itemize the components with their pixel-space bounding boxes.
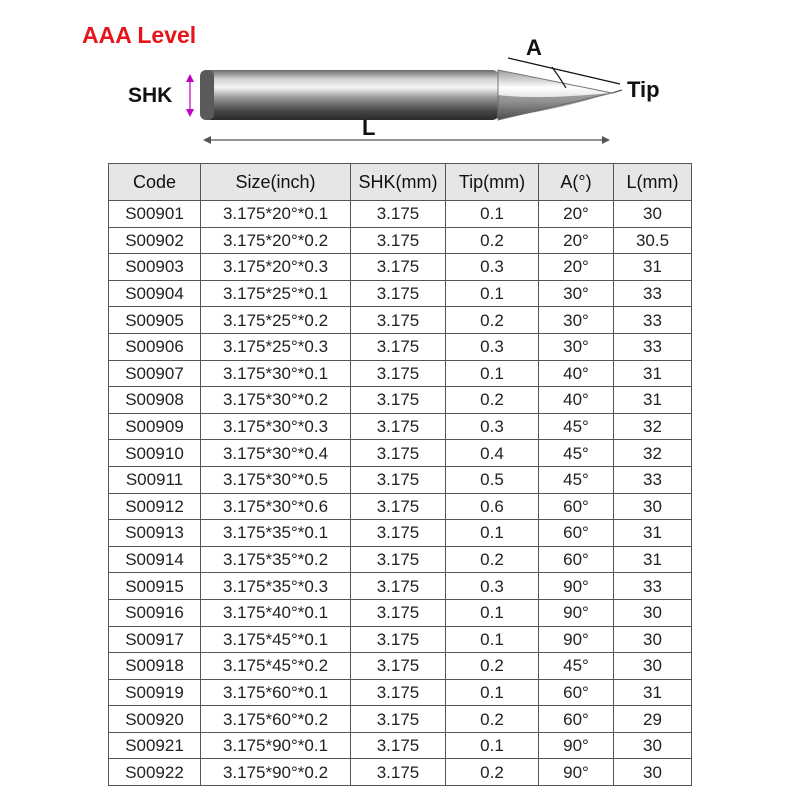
cell-length: 30.5	[614, 227, 692, 254]
cell-size: 3.175*30°*0.6	[201, 493, 351, 520]
cell-length: 30	[614, 732, 692, 759]
table-row	[109, 679, 692, 706]
table-row	[109, 573, 692, 600]
cell-length: 30	[614, 493, 692, 520]
cell-length: 31	[614, 546, 692, 573]
cell-angle: 20°	[539, 254, 614, 281]
cell-angle: 60°	[539, 520, 614, 547]
cell-angle: 30°	[539, 280, 614, 307]
cell-tip: 0.1	[446, 360, 539, 387]
cell-size: 3.175*35°*0.1	[201, 520, 351, 547]
cell-length: 30	[614, 653, 692, 680]
cell-length: 31	[614, 520, 692, 547]
cell-tip: 0.3	[446, 254, 539, 281]
table-row	[109, 520, 692, 547]
table-row	[109, 759, 692, 786]
table-row	[109, 440, 692, 467]
cell-angle: 90°	[539, 732, 614, 759]
column-header-code: Code	[109, 164, 201, 201]
cell-angle: 20°	[539, 227, 614, 254]
cell-shk: 3.175	[351, 573, 446, 600]
cell-shk: 3.175	[351, 333, 446, 360]
cell-size: 3.175*30°*0.4	[201, 440, 351, 467]
column-header-length: L(mm)	[614, 164, 692, 201]
cell-size: 3.175*30°*0.3	[201, 413, 351, 440]
cell-size: 3.175*45°*0.2	[201, 653, 351, 680]
cell-code: S00917	[109, 626, 201, 653]
cell-angle: 45°	[539, 653, 614, 680]
cell-size: 3.175*25°*0.2	[201, 307, 351, 334]
table-row	[109, 227, 692, 254]
table-row	[109, 387, 692, 414]
l-dimension-marker	[203, 136, 610, 144]
cell-angle: 45°	[539, 466, 614, 493]
bit-shank	[200, 70, 500, 120]
cell-angle: 90°	[539, 573, 614, 600]
cell-length: 31	[614, 360, 692, 387]
cell-code: S00919	[109, 679, 201, 706]
cell-code: S00903	[109, 254, 201, 281]
table-row	[109, 599, 692, 626]
cell-code: S00915	[109, 573, 201, 600]
cell-code: S00909	[109, 413, 201, 440]
cell-shk: 3.175	[351, 201, 446, 228]
cell-size: 3.175*30°*0.1	[201, 360, 351, 387]
cell-shk: 3.175	[351, 493, 446, 520]
cell-shk: 3.175	[351, 599, 446, 626]
cell-size: 3.175*25°*0.1	[201, 280, 351, 307]
cell-length: 31	[614, 387, 692, 414]
cell-shk: 3.175	[351, 360, 446, 387]
tip-label: Tip	[627, 77, 660, 102]
table-row	[109, 280, 692, 307]
cell-shk: 3.175	[351, 307, 446, 334]
cell-code: S00922	[109, 759, 201, 786]
cell-shk: 3.175	[351, 546, 446, 573]
angle-a-label: A	[526, 35, 542, 60]
cell-tip: 0.1	[446, 732, 539, 759]
cell-tip: 0.2	[446, 653, 539, 680]
cell-length: 32	[614, 440, 692, 467]
table-row	[109, 546, 692, 573]
cell-code: S00907	[109, 360, 201, 387]
cell-code: S00914	[109, 546, 201, 573]
cell-tip: 0.2	[446, 387, 539, 414]
cell-length: 30	[614, 626, 692, 653]
cell-tip: 0.4	[446, 440, 539, 467]
cell-length: 33	[614, 307, 692, 334]
cell-tip: 0.2	[446, 546, 539, 573]
cell-shk: 3.175	[351, 227, 446, 254]
cell-code: S00920	[109, 706, 201, 733]
column-header-angle: A(°)	[539, 164, 614, 201]
table-row	[109, 466, 692, 493]
cell-size: 3.175*25°*0.3	[201, 333, 351, 360]
cell-angle: 60°	[539, 706, 614, 733]
cell-angle: 30°	[539, 307, 614, 334]
cell-angle: 90°	[539, 599, 614, 626]
cell-angle: 30°	[539, 333, 614, 360]
cell-angle: 60°	[539, 679, 614, 706]
cell-size: 3.175*30°*0.2	[201, 387, 351, 414]
shank-label: SHK	[128, 84, 173, 107]
cell-size: 3.175*40°*0.1	[201, 599, 351, 626]
cell-length: 31	[614, 254, 692, 281]
cell-shk: 3.175	[351, 626, 446, 653]
cell-shk: 3.175	[351, 759, 446, 786]
shk-dimension-marker	[186, 74, 194, 117]
cell-length: 33	[614, 466, 692, 493]
cell-size: 3.175*45°*0.1	[201, 626, 351, 653]
cell-shk: 3.175	[351, 387, 446, 414]
cell-length: 33	[614, 280, 692, 307]
cell-length: 29	[614, 706, 692, 733]
cell-code: S00912	[109, 493, 201, 520]
cell-tip: 0.5	[446, 466, 539, 493]
table-row	[109, 706, 692, 733]
cell-tip: 0.2	[446, 307, 539, 334]
cell-shk: 3.175	[351, 440, 446, 467]
cell-shk: 3.175	[351, 254, 446, 281]
cell-size: 3.175*90°*0.1	[201, 732, 351, 759]
cell-code: S00916	[109, 599, 201, 626]
table-row	[109, 653, 692, 680]
cell-angle: 90°	[539, 626, 614, 653]
cell-tip: 0.2	[446, 706, 539, 733]
cell-size: 3.175*20°*0.3	[201, 254, 351, 281]
cell-length: 31	[614, 679, 692, 706]
cell-code: S00902	[109, 227, 201, 254]
table-row	[109, 307, 692, 334]
cell-size: 3.175*60°*0.1	[201, 679, 351, 706]
cell-length: 30	[614, 201, 692, 228]
cell-angle: 40°	[539, 360, 614, 387]
tip-marker	[612, 90, 622, 93]
table-row	[109, 493, 692, 520]
cell-angle: 45°	[539, 413, 614, 440]
cell-code: S00913	[109, 520, 201, 547]
cell-shk: 3.175	[351, 706, 446, 733]
table-row	[109, 333, 692, 360]
column-header-shk: SHK(mm)	[351, 164, 446, 201]
cell-tip: 0.3	[446, 413, 539, 440]
cell-size: 3.175*35°*0.2	[201, 546, 351, 573]
cell-size: 3.175*30°*0.5	[201, 466, 351, 493]
cell-angle: 60°	[539, 493, 614, 520]
cell-tip: 0.6	[446, 493, 539, 520]
cell-size: 3.175*20°*0.2	[201, 227, 351, 254]
table-row	[109, 732, 692, 759]
cell-angle: 60°	[539, 546, 614, 573]
column-header-size: Size(inch)	[201, 164, 351, 201]
cell-length: 30	[614, 759, 692, 786]
table-row	[109, 254, 692, 281]
cell-size: 3.175*20°*0.1	[201, 201, 351, 228]
cell-length: 30	[614, 599, 692, 626]
length-label: L	[362, 115, 376, 140]
engraving-bit-diagram	[0, 0, 800, 160]
cell-shk: 3.175	[351, 280, 446, 307]
cell-tip: 0.1	[446, 626, 539, 653]
cell-code: S00918	[109, 653, 201, 680]
cell-shk: 3.175	[351, 679, 446, 706]
page-title: AAA Level	[82, 22, 197, 48]
cell-code: S00908	[109, 387, 201, 414]
cell-shk: 3.175	[351, 653, 446, 680]
table-row	[109, 626, 692, 653]
cell-code: S00906	[109, 333, 201, 360]
table-row	[109, 201, 692, 228]
cell-tip: 0.2	[446, 227, 539, 254]
cell-tip: 0.1	[446, 520, 539, 547]
cell-tip: 0.1	[446, 280, 539, 307]
cell-shk: 3.175	[351, 732, 446, 759]
cell-size: 3.175*35°*0.3	[201, 573, 351, 600]
cell-angle: 90°	[539, 759, 614, 786]
spec-table	[108, 163, 692, 786]
cell-code: S00921	[109, 732, 201, 759]
cell-tip: 0.2	[446, 759, 539, 786]
cell-angle: 20°	[539, 201, 614, 228]
cell-size: 3.175*60°*0.2	[201, 706, 351, 733]
cell-tip: 0.3	[446, 573, 539, 600]
column-header-tip: Tip(mm)	[446, 164, 539, 201]
cell-code: S00910	[109, 440, 201, 467]
table-row	[109, 413, 692, 440]
table-header-row	[109, 164, 692, 201]
cell-shk: 3.175	[351, 520, 446, 547]
table-row	[109, 360, 692, 387]
cell-code: S00911	[109, 466, 201, 493]
cell-code: S00905	[109, 307, 201, 334]
cell-code: S00901	[109, 201, 201, 228]
cell-code: S00904	[109, 280, 201, 307]
cell-angle: 45°	[539, 440, 614, 467]
cell-tip: 0.1	[446, 599, 539, 626]
cell-tip: 0.1	[446, 679, 539, 706]
cell-length: 33	[614, 333, 692, 360]
cell-shk: 3.175	[351, 413, 446, 440]
cell-tip: 0.1	[446, 201, 539, 228]
cell-size: 3.175*90°*0.2	[201, 759, 351, 786]
cell-shk: 3.175	[351, 466, 446, 493]
cell-angle: 40°	[539, 387, 614, 414]
cell-tip: 0.3	[446, 333, 539, 360]
cell-length: 33	[614, 573, 692, 600]
cell-length: 32	[614, 413, 692, 440]
